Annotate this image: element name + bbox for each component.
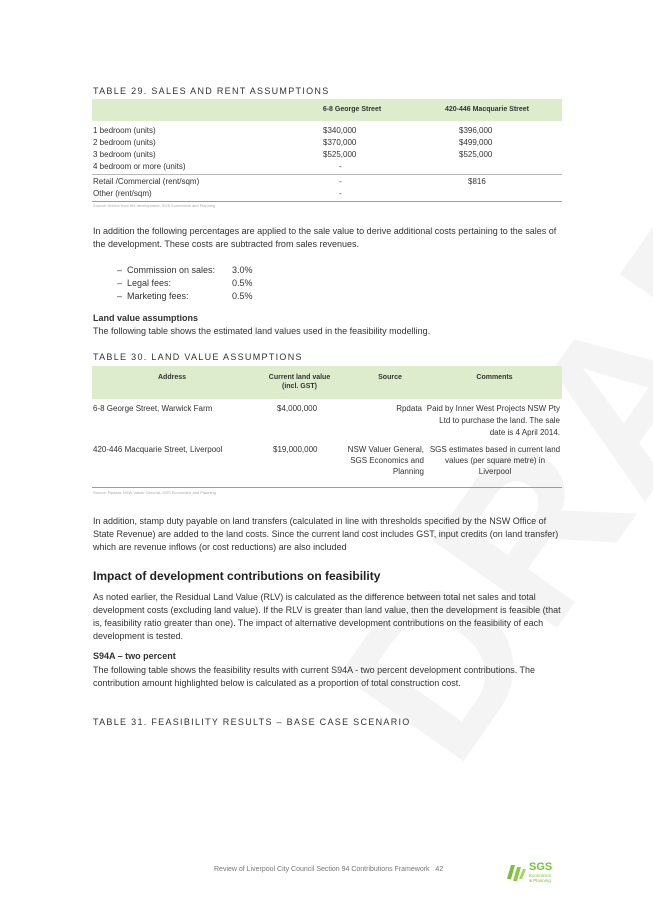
row-label: 1 bedroom (units) [93,126,156,135]
row-value-b: $499,000 [459,138,493,147]
table30-row1-address: 6-8 George Street, Warwick Farm [93,404,213,413]
cost-label: – Legal fees: [117,278,172,288]
table29-caption: TABLE 29. SALES AND RENT ASSUMPTIONS [93,86,330,96]
row-label: 2 bedroom (units) [93,138,156,147]
row-value-a: - [339,189,342,198]
table30-row2-source: NSW Valuer General, SGS Economics and Planning [347,445,424,476]
table29-divider [92,174,562,175]
table30-row1-source: Rpdata [396,404,422,413]
paragraph-land-value: The following table shows the estimated land values used in the feasibility modelling. [93,326,431,336]
row-value-a: $340,000 [323,126,357,135]
table29-header-col2: 420-446 Macquarie Street [444,106,530,113]
row-label: 3 bedroom (units) [93,150,156,159]
page-footer [214,866,443,873]
cost-value: 0.5% [232,278,253,288]
row-value-a: - [339,162,342,171]
page-number: 42 [435,866,444,873]
table29-bottom-rule [92,201,562,202]
row-value-a: $525,000 [323,150,357,159]
row-value-b: $525,000 [459,150,493,159]
table29-header [92,99,562,121]
table30-caption: TABLE 30. LAND VALUE ASSUMPTIONS [93,352,303,362]
logo-name: SGS [529,861,553,873]
table30-row2-comments: SGS estimates based in current land values (per square metre) in Liverpool [429,445,561,476]
table-row [93,188,561,200]
list-item [117,290,257,303]
table-row [93,176,561,188]
row-label: Other (rent/sqm) [93,189,152,198]
paragraph-additional-costs: In addition the following percentages are applied to the sale value to derive additional costs pertaining to the sales of the development. These costs are subtracted from sales revenues. [93,226,557,249]
table-row [93,125,561,137]
row-value-b: $396,000 [459,126,493,135]
cost-value: 3.0% [232,265,253,275]
footer-text: Review of Liverpool City Council Section 94 Contributions Framework [214,866,430,873]
paragraph-feasibility: The following table shows the feasibility results with current S94A - two percent development contributions. The contribution amount highlighted below is calculated as a proportion of total construction cost. [93,665,536,688]
table30-row2-address: 420-446 Macquarie Street, Liverpool [93,445,223,454]
table29-header-col1: 6-8 George Street [322,106,382,113]
table30-row1-comments: Paid by Inner West Projects NSW Pty Ltd to purchase the land. The sale date is 4 April 2014. [426,404,560,437]
logo-sub2: & Planning [529,878,551,883]
s94a-subhead: S94A – two percent [93,651,176,661]
row-label: Retail /Commercial (rent/sqm) [93,177,200,186]
paragraph-stamp-duty: In addition, stamp duty payable on land transfers (calculated in line with thresholds specified by the NSW Office of State Revenue) are added to the land costs. Since the current land cost includes GST, input credits (on land transfer) which are revenue inflows (or cost reductions) are also included [93,516,559,552]
list-item [117,277,257,290]
table30-source: Source: Rpdata, NSW Valuer General, SGS Economics and Planning [93,490,216,495]
sgs-logo [505,859,561,885]
table-row [93,161,561,173]
paragraph-rlv: As noted earlier, the Residual Land Value (RLV) is calculated as the difference between total net sales and total development costs (excluding land value). If the RLV is greater than land value, then the development is feasible (that is, feasibility ratio greater than one). The impact of alternative development contributions on the feasibility of each development is tested. [93,592,561,641]
land-value-subhead: Land value assumptions [93,313,199,323]
table-row [93,149,561,161]
table30-header-source: Source [378,374,402,381]
table-row [93,137,561,149]
cost-label: – Commission on sales: [117,265,216,275]
table29-source: Source: Advice from the development; SGS Economics and Planning [93,203,216,208]
table30-row2-value: $19,000,000 [273,445,318,454]
cost-label: – Marketing fees: [117,291,189,301]
table30-bottom-rule [92,487,562,488]
cost-value: 0.5% [232,291,253,301]
cost-list [117,264,257,303]
table31-caption: TABLE 31. FEASIBILITY RESULTS – BASE CASE SCENARIO [93,717,411,727]
list-item [117,264,257,277]
table30-header-value: Current land value (incl. GST) [268,374,331,390]
row-value-b: $816 [468,177,486,186]
table30-header-comments: Comments [476,374,513,381]
section-heading: Impact of development contributions on feasibility [93,569,381,583]
table30-header [92,366,562,399]
table30-header-address: Address [157,374,186,381]
row-label: 4 bedroom or more (units) [93,162,186,171]
row-value-a: $370,000 [323,138,357,147]
table30-row1-value: $4,000,000 [277,404,318,413]
logo-sub1: Economics [529,873,552,878]
row-value-a: - [339,177,342,186]
